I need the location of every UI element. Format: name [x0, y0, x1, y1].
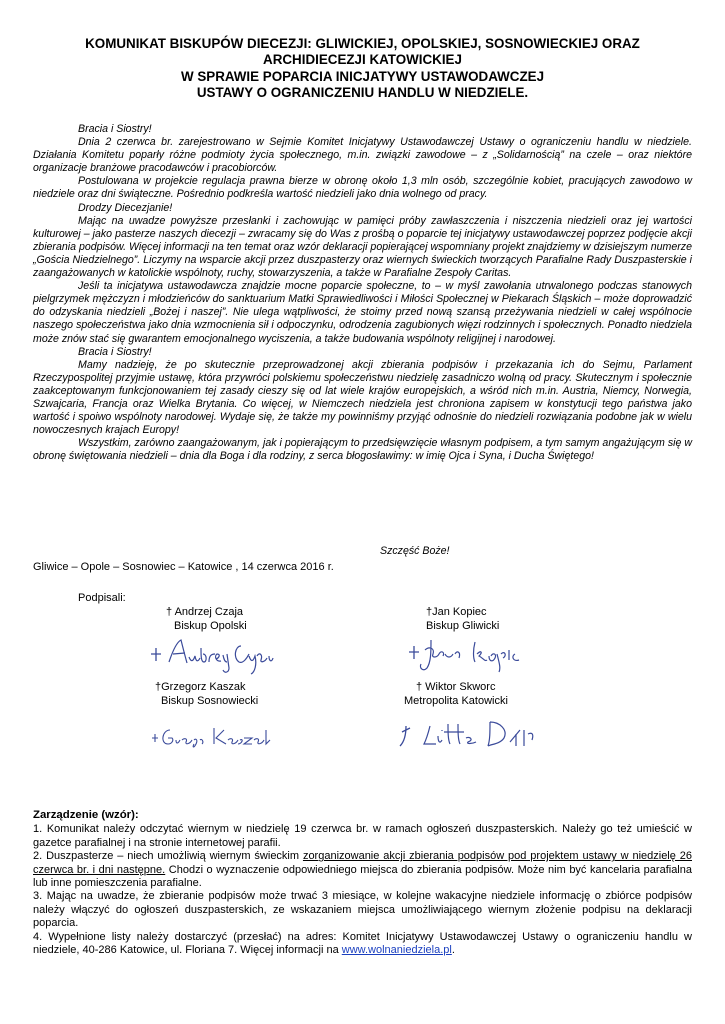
website-link[interactable]: www.wolnaniedziela.pl	[341, 944, 452, 957]
salutation: Bracia i Siostry!	[78, 123, 152, 135]
signatory-czaja	[166, 605, 247, 633]
signatory-skworc	[404, 680, 508, 708]
title-line-1: KOMUNIKAT BISKUPÓW DIECEZJI: GLIWICKIEJ, OPOLSKIEJ, SOSNOWIECKIEJ ORAZ	[85, 36, 640, 51]
order-point-4	[33, 931, 692, 958]
salutation: Drodzy Diecezjanie!	[78, 201, 173, 214]
communique-body	[33, 123, 692, 463]
paragraph: Mając na uwadze powyższe przesłanki i zachowując w pamięci próby zawłaszczenia i niszczenia niedzieli oraz jej wartości kulturowej – jako pasterze naszych diecezji – zwracamy się do Was z prośbą o poparcie tej inicjatywy ustawodawczej poprzez podjęcie akcji zbierania podpisów. Więcej informacji na ten temat oraz wzór deklaracji popierającej wspomniany projekt znajdziemy w dzisiejszym numerze „Gościa Niedzielnego”. Liczymy na wsparcie akcji przez duszpasterzy oraz wiernych świeckich tworzących Parafialne Rady Duszpasterskie i zaangażowanych w katolickie wspólnoty, ruchy, stowarzyszenia, a także w Parafialne Zespoły Caritas.	[33, 214, 692, 280]
signatory-role: Biskup Opolski	[174, 620, 247, 632]
salutation: Bracia i Siostry!	[78, 345, 152, 358]
title-line-3: W SPRAWIE POPARCIA INICJATYWY USTAWODAWCZEJ	[180, 68, 545, 84]
signatory-kopiec	[426, 605, 499, 633]
signatory-name: †Grzegorz Kaszak	[155, 681, 246, 693]
place-and-date: Gliwice – Opole – Sosnowiec – Katowice , 14 czerwca 2016 r.	[33, 561, 334, 573]
signatory-role: Biskup Sosnowiecki	[161, 695, 259, 707]
signatory-name: † Andrzej Czaja	[166, 606, 244, 618]
order-point-4-end: .	[451, 944, 455, 957]
signatory-name: † Wiktor Skworc	[416, 681, 496, 693]
signatory-role: Metropolita Katowicki	[404, 695, 508, 707]
order-point-2	[33, 850, 692, 890]
title-line-4: USTAWY O OGRANICZENIU HANDLU W NIEDZIELE.	[196, 85, 529, 101]
order-point-2-text-end: Chodzi o wyznaczenie odpowiedniego miejsca do zbierania podpisów. Może nim być kancelaria parafialna lub inne pomieszczenia parafialne.	[33, 863, 692, 890]
signatures-label: Podpisali:	[78, 592, 126, 604]
order-point-3: 3. Mając na uwadze, że zbieranie podpisów może trwać 3 miesiące, w kolejne wakacyjne niedziele informację o zbiórce podpisów należy włączyć do ogłoszeń duszpasterskich, ze wskazaniem miejsca umożliwiającego wiernym złożenie podpisu na deklaracji poparcia.	[33, 890, 692, 930]
document-title	[30, 36, 695, 102]
signatory-role: Biskup Gliwicki	[426, 620, 500, 632]
closing-blessing: Szczęść Boże!	[380, 545, 450, 557]
title-line-2: ARCHIDIECEZJI KATOWICKIEJ	[263, 52, 462, 68]
paragraph: Wszystkim, zarówno zaangażowanym, jak i popierającym to przedsięwzięcie własnym podpisem, a tym samym angażującym się w obronę świętowania niedzieli – dnia dla Boga i dla rodziny, z serca błogosławimy: w imię Ojca i Syna, i Ducha Świętego!	[33, 437, 692, 463]
order-point-2-text: 2. Duszpasterze – niech umożliwią wiernym świeckim	[33, 850, 303, 863]
paragraph: Jeśli ta inicjatywa ustawodawcza znajdzie mocne poparcie społeczne, to – w myśl zawołania utrwalonego podczas stanowych pielgrzymek mężczyzn i młodzieńców do sanktuarium Matki Sprawiedliwości i Miłości Społecznej w Piekarach Śląskich – może doprowadzić do odzyskania niedzieli „Bożej i naszej”. Nie ulega wątpliwości, że stoimy przed nową szansą przeżywania niedzieli w całej wspólnocie naszego społeczeństwa jako dnia wzmocnienia sił i odpoczynku, odrodzenia zagubionych więzi rodzinnych i społecznych. Ponadto niedziela może znów stać się gwarantem emocjonalnego wyciszenia, a także budowania wspólnoty religijnej i narodowej.	[33, 280, 692, 345]
paragraph: Dnia 2 czerwca br. zarejestrowano w Sejmie Komitet Inicjatywy Ustawodawczej Ustawy o ograniczeniu handlu w niedziele. Działania Komitetu poparły różne podmioty życia społecznego, m.in. związki zawodowe – z „Solidarnością” na czele – oraz niektóre organizacje branżowe pracodawców i pracobiorców.	[33, 136, 692, 175]
paragraph: Mamy nadzieję, że po skutecznie przeprowadzonej akcji zbierania podpisów i przekazania ich do Sejmu, Parlament Rzeczypospolitej przyjmie ustawę, która przywróci polskiemu społeczeństwu niedzielę zasadniczo wolną od pracy. Skutecznym i społecznie zaakceptowanym funkcjonowaniem tej zasady cieszy się od lat wiele krajów europejskich, a wśród nich m.in. Austria, Niemcy, Norwegia, Szwajcaria, Francja oraz Wielka Brytania. Co więcej, w Niemczech niedziela jest chroniona zapisem w konstytucji tego państwa jako wartość i spoiwo wspólnoty narodowej. Wydaje się, że także my powinniśmy przyjąć odnośnie do niedzieli rozwiązania podobne jak w wielu nowoczesnych krajach Europy!	[33, 358, 692, 437]
handwritten-signature-kaszak	[148, 714, 273, 756]
order-heading: Zarządzenie (wzór):	[33, 809, 139, 821]
paragraph: Postulowana w projekcie regulacja prawna bierze w obronę około 1,3 mln osób, szczególnie kobiet, pracujących zawodowo w niedziele oraz dni świąteczne. Pośrednio podkreśla wartość niedzieli jako dnia wolnego od pracy.	[33, 175, 692, 201]
signatory-kaszak	[155, 680, 258, 708]
order-section	[33, 809, 692, 957]
order-point-4-text: 4. Wypełnione listy należy dostarczyć (przesłać) na adres: Komitet Inicjatywy Ustawodawczej Ustawy o ograniczeniu handlu w niedziele, 40-286 Katowice, ul. Floriana 7. Więcej informacji na	[33, 930, 692, 957]
handwritten-signature-skworc	[392, 712, 552, 756]
handwritten-signature-kopiec	[405, 632, 530, 674]
order-point-2-underlined: zorganizowanie akcji zbierania podpisów pod projektem ustawy w niedzielę 26 czerwca br. i dni następne.	[33, 850, 692, 876]
order-point-1: 1. Komunikat należy odczytać wiernym w niedzielę 19 czerwca br. w ramach ogłoszeń duszpasterskich. Należy go też umieścić w gazetce parafialnej i na stronie internetowej parafii.	[33, 823, 692, 849]
signatory-name: †Jan Kopiec	[426, 606, 487, 618]
handwritten-signature-czaja	[143, 632, 278, 680]
